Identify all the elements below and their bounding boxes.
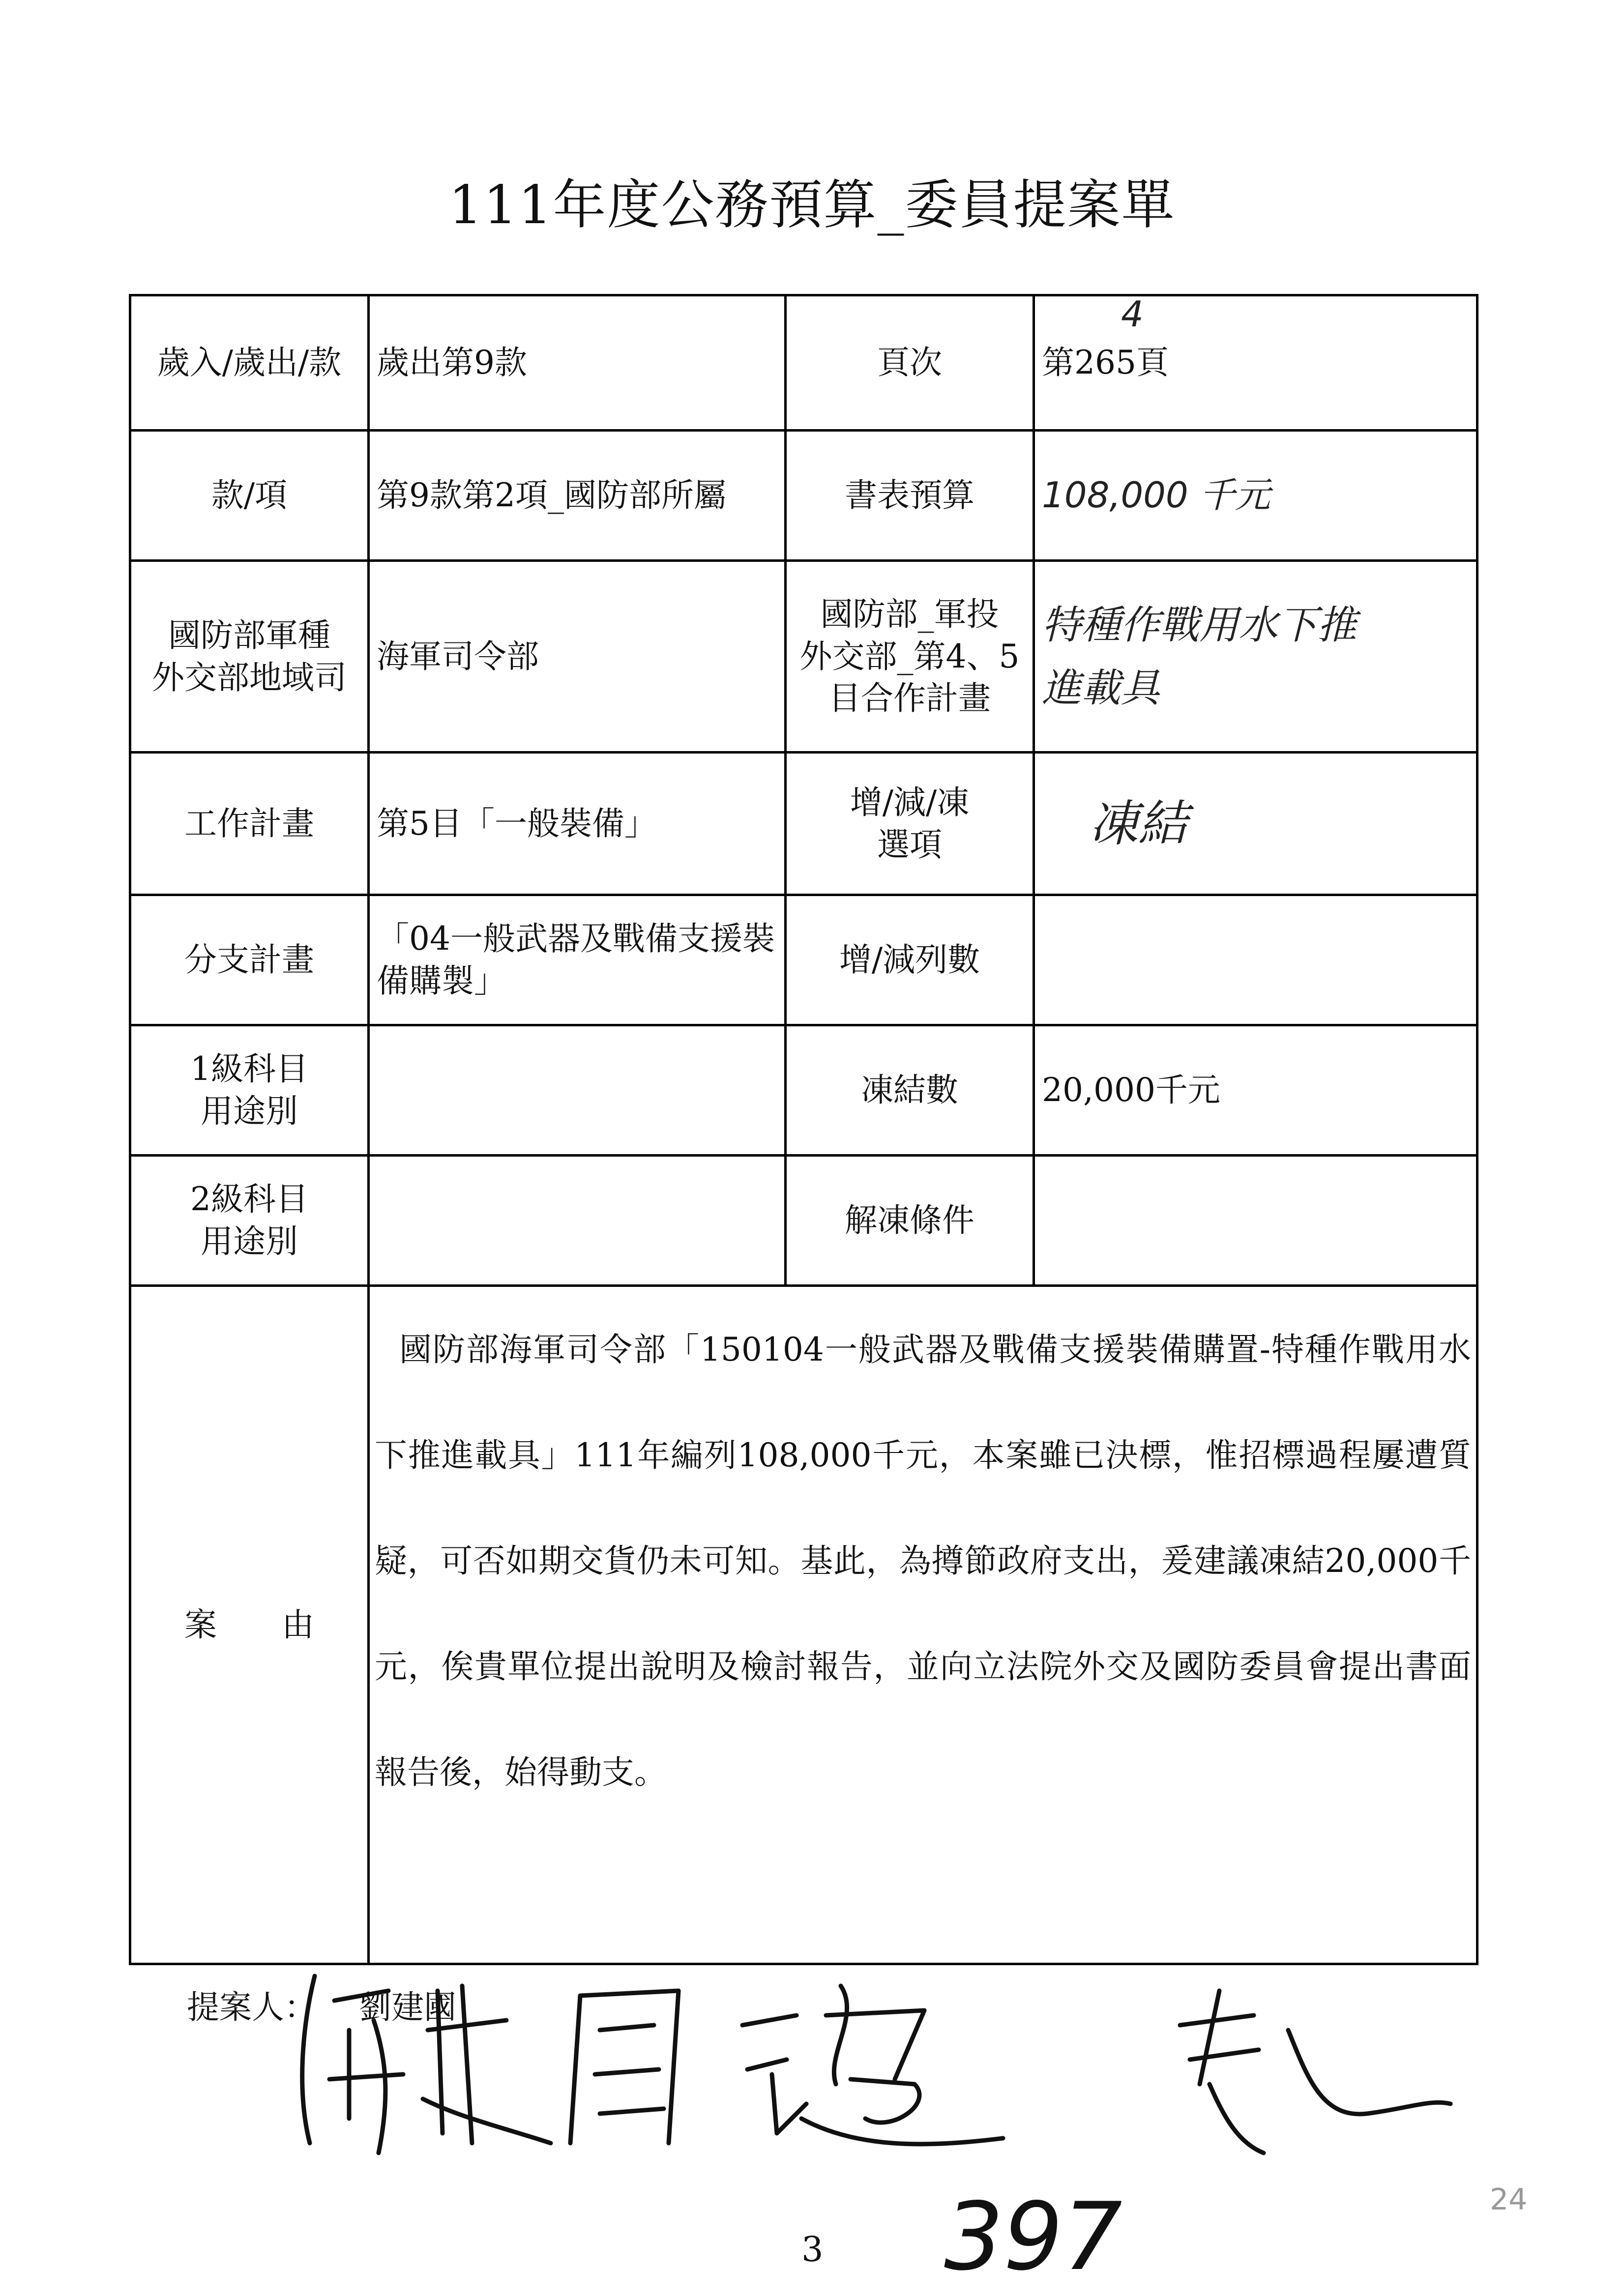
value-branch-plan bbox=[369, 895, 786, 1025]
value-reason bbox=[369, 1286, 1477, 1964]
handwritten-line: 進載具 bbox=[1042, 665, 1160, 711]
table-row bbox=[130, 753, 1477, 895]
table-row bbox=[130, 1156, 1477, 1286]
signature-stroke bbox=[570, 1991, 679, 2143]
label-page: 頁次 bbox=[786, 295, 1034, 431]
value-level2-subject bbox=[369, 1156, 786, 1286]
value-page: 第265頁 bbox=[1042, 344, 1169, 382]
value-listed-budget: 108,000 千元 bbox=[1034, 431, 1477, 561]
signature-stroke bbox=[742, 1986, 1003, 2144]
proposer-name: 劉建國 bbox=[359, 1988, 456, 2026]
value-military-branch: 海軍司令部 bbox=[369, 561, 786, 753]
label-military-branch bbox=[130, 561, 369, 753]
reason-text bbox=[370, 1287, 1476, 1825]
label-line: 國防部_軍投 bbox=[820, 595, 999, 633]
label-line: 用途別 bbox=[201, 1222, 298, 1260]
label-line: 1級科目 bbox=[190, 1050, 308, 1088]
value-cooperation-plan bbox=[1034, 561, 1477, 753]
label-budget-category: 歲入/歲出/款 bbox=[130, 295, 369, 431]
table-row bbox=[130, 431, 1477, 561]
value-frozen-amount: 20,000千元 bbox=[1034, 1025, 1477, 1156]
handwritten-page-correction: 4 bbox=[1121, 293, 1144, 335]
label-line: 目合作計畫 bbox=[828, 679, 991, 718]
label-line: 用途別 bbox=[201, 1092, 298, 1130]
signature-stroke bbox=[302, 1976, 403, 2153]
label-cooperation-plan bbox=[786, 561, 1034, 753]
table-row bbox=[130, 295, 1477, 431]
value-item: 第9款第2項_國防部所屬 bbox=[369, 431, 786, 561]
handwritten-line: 特種作戰用水下推 bbox=[1042, 602, 1357, 648]
label-option bbox=[786, 753, 1034, 895]
handwritten-signatures bbox=[275, 1956, 1480, 2168]
label-level2-subject bbox=[130, 1156, 369, 1286]
table-row bbox=[130, 561, 1477, 753]
value-level1-subject bbox=[369, 1025, 786, 1156]
label-line: 外交部地域司 bbox=[152, 658, 347, 697]
reason-line: 千元，俟貴單位提出說明及檢討報告，並向立法院外交及國防委員會提出 bbox=[375, 1542, 1472, 1686]
table-row bbox=[130, 895, 1477, 1025]
table-row bbox=[130, 1286, 1477, 1964]
label-work-plan: 工作計畫 bbox=[130, 753, 369, 895]
handwritten-number: 397 bbox=[944, 2182, 1122, 2291]
reason-line: 國防部海軍司令部「150104一般武器及戰備支援裝備購置-特種作戰用水 bbox=[399, 1331, 1471, 1368]
label-line: 外交部_第4、5 bbox=[799, 637, 1020, 675]
reason-line: 下推進載具」111年編列108,000千元，本案雖已決標，惟招標過程屢遭質 bbox=[375, 1436, 1471, 1474]
form-title: 111年度公務預算_委員提案單 bbox=[448, 174, 1176, 236]
value-line: 備購製」 bbox=[377, 962, 506, 1000]
label-item: 款/項 bbox=[130, 431, 369, 561]
label-level1-subject bbox=[130, 1025, 369, 1156]
label-listed-budget: 書表預算 bbox=[786, 431, 1034, 561]
reason-line: 疑，可否如期交貨仍未可知。基此，為撙節政府支出，爰建議凍結20,000 bbox=[375, 1542, 1439, 1580]
label-branch-plan: 分支計畫 bbox=[130, 895, 369, 1025]
signature-stroke bbox=[1180, 1991, 1450, 2153]
corner-mark: 24 bbox=[1490, 2182, 1528, 2217]
label-reason: 案 由 bbox=[130, 1286, 369, 1964]
value-budget-category: 歲出第9款 bbox=[369, 295, 786, 431]
signature-stroke bbox=[423, 1986, 551, 2143]
label-line: 2級科目 bbox=[190, 1180, 308, 1219]
label-line: 增/減/凍 bbox=[850, 783, 970, 821]
reason-line: 書面報告後，始得動支。 bbox=[375, 1648, 1471, 1791]
table-row bbox=[130, 1025, 1477, 1156]
page-number: 3 bbox=[801, 2229, 824, 2269]
label-unfreeze-condition: 解凍條件 bbox=[786, 1156, 1034, 1286]
value-increase-decrease bbox=[1034, 895, 1477, 1025]
label-frozen-amount: 凍結數 bbox=[786, 1025, 1034, 1156]
value-line: 「04一般武器及戰備支援裝 bbox=[377, 920, 775, 958]
label-line: 國防部軍種 bbox=[168, 616, 330, 654]
value-unfreeze-condition bbox=[1034, 1156, 1477, 1286]
label-line: 選項 bbox=[877, 825, 942, 864]
value-option: 凍結 bbox=[1034, 753, 1477, 895]
proposal-form-table bbox=[129, 294, 1478, 1965]
value-work-plan: 第5目「一般裝備」 bbox=[369, 753, 786, 895]
label-increase-decrease: 增/減列數 bbox=[786, 895, 1034, 1025]
value-page-cell bbox=[1034, 295, 1477, 431]
proposer-label: 提案人： bbox=[187, 1988, 317, 2026]
